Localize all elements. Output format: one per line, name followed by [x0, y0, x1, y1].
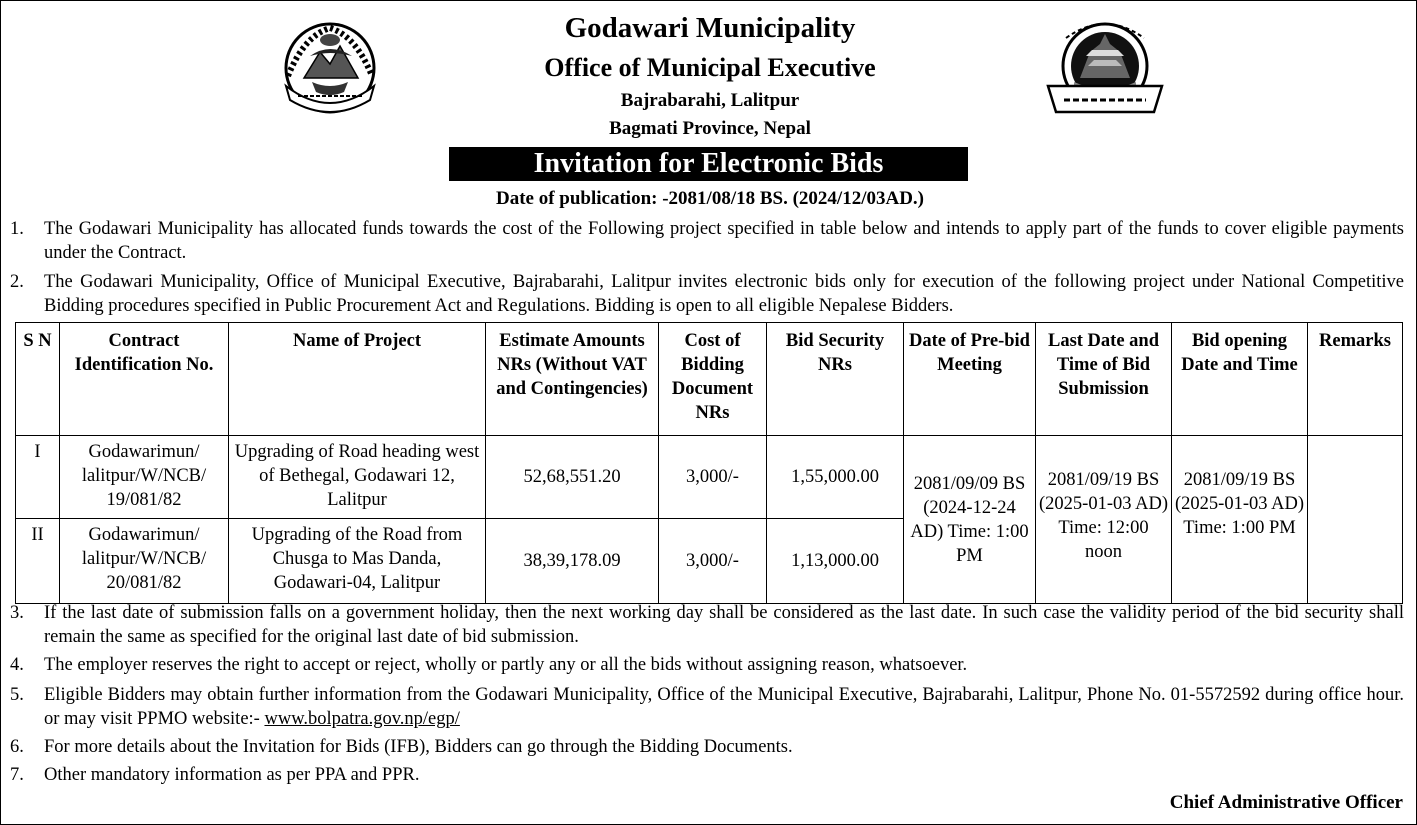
nepal-emblem-logo [274, 16, 386, 118]
cell-sn: II [16, 519, 60, 604]
col-header-bid-security: Bid Security NRs [767, 323, 904, 436]
table-header-row [16, 323, 1403, 436]
paragraph-text: For more details about the Invitation for Bids (IFB), Bidders can go through the Bidding Documents. [44, 737, 793, 757]
col-header-remarks: Remarks [1308, 323, 1403, 436]
paragraph-3 [10, 601, 1404, 649]
col-header-sn: S N [16, 323, 60, 436]
cell-project: Upgrading of the Road from Chusga to Mas Danda, Godawari-04, Lalitpur [229, 519, 486, 604]
col-header-doc-cost: Cost of Bidding Document NRs [659, 323, 767, 436]
col-header-project: Name of Project [229, 323, 486, 436]
cell-estimate: 38,39,178.09 [486, 519, 659, 604]
bids-table [15, 322, 1403, 604]
paragraph-text: The Godawari Municipality, Office of Municipal Executive, Bajrabarahi, Lalitpur invites electronic bids only for execution of the following project under National Competitive Bidding procedures specified in Public Procurement Act and Regulations. Bidding is open to all eligible Nepalese Bidders. [44, 272, 1404, 316]
paragraph-2 [10, 270, 1404, 318]
col-header-contract-id: Contract Identification No. [60, 323, 229, 436]
paragraph-number: 1. [10, 219, 24, 239]
paragraph-number: 7. [10, 765, 24, 785]
paragraph-number: 5. [10, 685, 24, 705]
paragraph-text: Other mandatory information as per PPA and PPR. [44, 765, 420, 785]
cell-submission: 2081/09/19 BS (2025-01-03 AD) Time: 12:00 noon [1036, 436, 1172, 604]
cell-project: Upgrading of Road heading west of Bethegal, Godawari 12, Lalitpur [229, 436, 486, 519]
cell-estimate: 52,68,551.20 [486, 436, 659, 519]
paragraph-text: If the last date of submission falls on a government holiday, then the next working day shall be considered as the last date. In such case the validity period of the bid security shall remain the same as specified for the original last date of bid submission. [44, 603, 1404, 647]
paragraph-5 [10, 683, 1404, 731]
paragraph-number: 4. [10, 655, 24, 675]
cell-opening: 2081/09/19 BS (2025-01-03 AD) Time: 1:00 PM [1172, 436, 1308, 604]
cell-contract-id: Godawarimun/ lalitpur/W/NCB/ 19/081/82 [60, 436, 229, 519]
paragraph-text [44, 683, 1404, 731]
cell-bid-security: 1,13,000.00 [767, 519, 904, 604]
paragraph-4 [10, 653, 1404, 677]
table-row [16, 436, 1403, 519]
paragraph-text: The employer reserves the right to accept or reject, wholly or partly any or all the bids without assigning reason, whatsoever. [44, 655, 968, 675]
paragraph-1 [10, 217, 1404, 265]
cell-remarks [1308, 436, 1403, 604]
paragraph-number: 2. [10, 272, 24, 292]
cell-contract-id: Godawarimun/ lalitpur/W/NCB/ 20/081/82 [60, 519, 229, 604]
paragraph-number: 3. [10, 603, 24, 623]
org-title: Godawari Municipality [564, 12, 856, 44]
office-title: Office of Municipal Executive [544, 53, 876, 82]
notice-banner: Invitation for Electronic Bids [449, 147, 968, 181]
paragraph-number: 6. [10, 737, 24, 757]
paragraph-7 [10, 763, 1404, 787]
col-header-opening: Bid opening Date and Time [1172, 323, 1308, 436]
publication-date: Date of publication: -2081/08/18 BS. (2024/12/03AD.) [495, 188, 925, 209]
municipality-logo [1044, 16, 1166, 118]
address-line-1: Bajrabarahi, Lalitpur [620, 90, 800, 111]
cell-doc-cost: 3,000/- [659, 436, 767, 519]
paragraph-text: The Godawari Municipality has allocated funds towards the cost of the Following project specified in table below and intends to apply part of the funds to cover eligible payments under the Contract. [44, 219, 1404, 263]
cell-doc-cost: 3,000/- [659, 519, 767, 604]
col-header-estimate: Estimate Amounts NRs (Without VAT and Contingencies) [486, 323, 659, 436]
cell-bid-security: 1,55,000.00 [767, 436, 904, 519]
ppmo-website-link[interactable]: www.bolpatra.gov.np/egp/ [264, 709, 460, 729]
col-header-submission: Last Date and Time of Bid Submission [1036, 323, 1172, 436]
cell-sn: I [16, 436, 60, 519]
address-line-2: Bagmati Province, Nepal [609, 118, 811, 139]
cell-prebid: 2081/09/09 BS (2024-12-24 AD) Time: 1:00 PM [904, 436, 1036, 604]
signatory-title: Chief Administrative Officer [1169, 792, 1403, 813]
col-header-prebid: Date of Pre-bid Meeting [904, 323, 1036, 436]
paragraph-6 [10, 735, 1404, 759]
paragraph-text-body: Eligible Bidders may obtain further information from the Godawari Municipality, Office of the Municipal Executive, Bajrabarahi, Lalitpur, Phone No. 01-5572592 during office hour. or may visit PPMO website:- [44, 685, 1404, 729]
